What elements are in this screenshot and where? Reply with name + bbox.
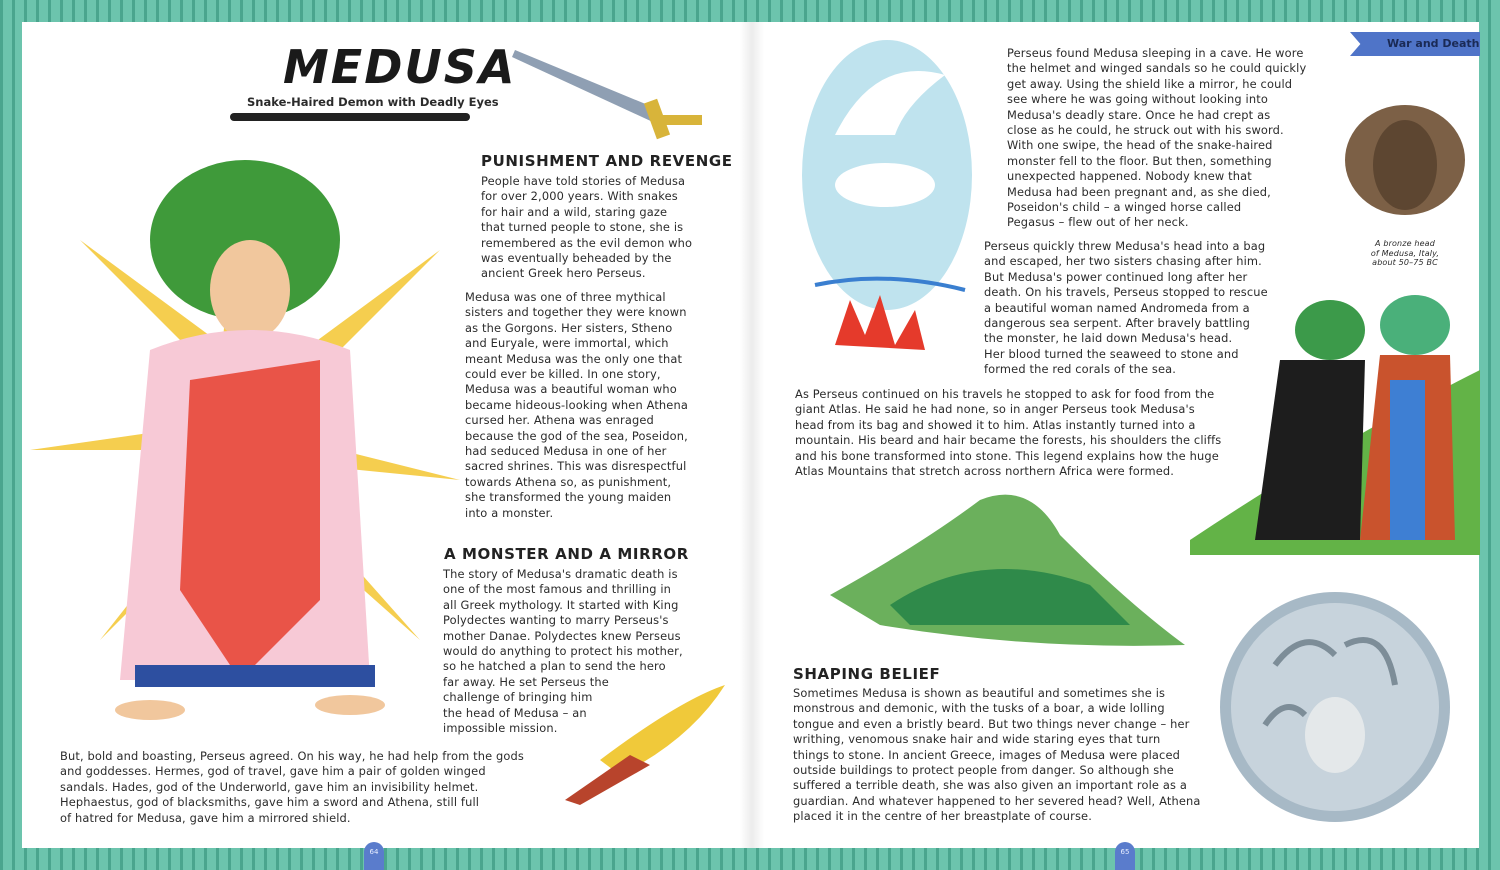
paragraph: As Perseus continued on his travels he stopped to ask for food from the giant Atlas. He said he had none, so in anger Perseus took Medusa's head from its bag and showed it to him. Atlas instantly turned into a mountain. His beard and hair became the forests, his shoulders the cliffs and his bone transformed into stone. This legend explains how the huge Atlas Mountains that stretch across northern Africa were formed. [795,387,1222,479]
paragraph: Medusa was one of three mythical sisters and together they were known as the Gorgons. Her sisters, Stheno and Euryale, were immortal, which meant Medusa was the only one that could ever be killed. In one story, Medusa was a beautiful woman who became hideous-looking when Athena cursed her. Athena was enraged because the god of the sea, Poseidon, had seduced Medusa in one of her sacred shrines. This was disrespectful towards Athena so, as punishment, she transformed the young maiden into a monster. [465,290,688,520]
page-number-right: 65 [1115,842,1135,870]
paragraph: Sometimes Medusa is shown as beautiful and sometimes she is monstrous and demonic, with the tusks of a boar, a wide lolling tongue and even a bristly beard. But two things never change – her writhing, venomous snake hair and wide staring eyes that turn things to stone. In ancient Greece, images of Medusa were placed outside buildings to protect people from danger. So although she suffered a terrible death, she was also given an important role as a guardian. And whatever happened to her severed head? Well, Athena placed it in the centre of her breastplate of course. [793,686,1201,824]
book-gutter [740,22,764,848]
medusa-illustration [20,120,500,740]
heading-punishment: PUNISHMENT AND REVENGE [481,152,733,170]
sword-illustration [510,35,710,145]
paragraph: But, bold and boasting, Perseus agreed. On his way, he had help from the gods and goddesses. Hermes, god of travel, gave him a pair of golden winged sandals. Hades, god of the Underworld, gave him an invisibility helmet. Hephaestus, god of blacksmiths, gave him a sword and Athena, still full of hatred for Medusa, gave him a mirrored shield. [60,749,524,825]
paragraph: People have told stories of Medusa for over 2,000 years. With snakes for hair and a wild, staring gaze that turned people to stone, she is remembered as the evil demon who was eventually beheaded by the ancient Greek hero Perseus. [481,174,693,281]
section-tag-label: War and Death [1387,37,1480,50]
atlas-mountain-illustration [830,485,1185,650]
pegasus-illustration [795,35,980,365]
paragraph: The story of Medusa's dramatic death is one of the most famous and thrilling in all Greek mythology. It started with King Polydectes wanting to marry Perseus's mother Danae. Polydectes knew Perseus would do anything to protect his mother, so he hatched a plan to send the hero far away. He set Perseus the challenge of bringing him the head of Medusa – an impossible mission. [443,567,683,736]
paragraph: Perseus quickly threw Medusa's head into a bag and escaped, her two sisters chasing after him. But Medusa's power continued long after her death. On his travels, Perseus stopped to rescue a beautiful woman named Andromeda from a dangerous sea serpent. After bravely battling the monster, he laid down Medusa's head. Her blood turned the seaweed to stone and formed the red corals of the sea. [984,239,1268,377]
medusa-shield-illustration [1215,585,1455,830]
photo-caption: A bronze head of Medusa, Italy, about 50–75 BC [1370,239,1440,267]
paragraph: Perseus found Medusa sleeping in a cave. He wore the helmet and winged sandals so he could quickly get away. Using the shield like a mirror, he could see where he was going without looking into Medusa's deadly stare. Once he had crept as close as he could, he struck out with his sword. With one swipe, the head of the snake-haired monster fell to the floor. But then, something unexpected happened. Nobody knew that Medusa had been pregnant and, as she died, Poseidon's child – a winged horse called Pegasus – flew out of her neck. [1007,46,1307,230]
page-number-left: 64 [364,842,384,870]
heading-belief: SHAPING BELIEF [793,665,941,683]
gorgon-sisters-illustration [1190,290,1480,555]
bronze-head-photo [1340,95,1470,230]
heading-mirror: A MONSTER AND A MIRROR [444,545,689,563]
page-subtitle: Snake-Haired Demon with Deadly Eyes [247,95,499,109]
title-underline [230,113,470,121]
page-title: MEDUSA [283,40,517,94]
